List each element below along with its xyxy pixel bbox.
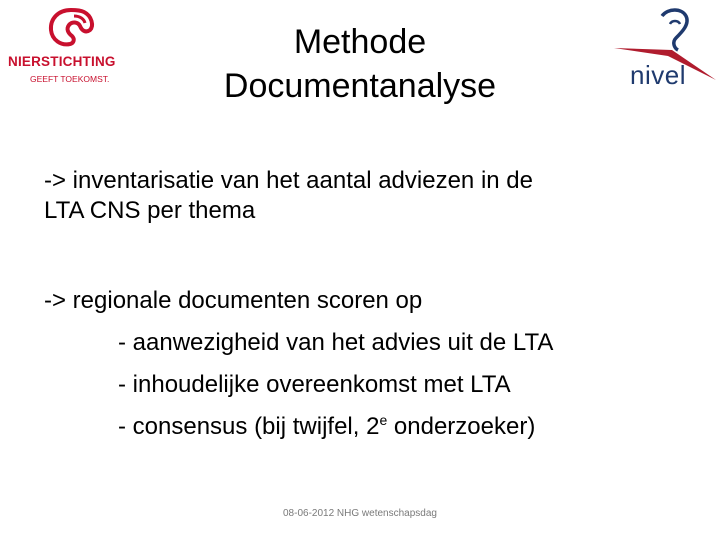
nivel-logo xyxy=(612,4,720,96)
slide-title xyxy=(180,20,540,108)
body-item-2: -> regionale documenten scoren op xyxy=(44,287,423,314)
body-item-1-line-1: -> inventarisatie van het aantal adviezen in de xyxy=(44,167,533,194)
slide-footer: 08-06-2012 NHG wetenschapsdag xyxy=(283,508,437,519)
sub-item-aanwezigheid: - aanwezigheid van het advies uit de LTA xyxy=(118,329,554,356)
title-line-1: Methode xyxy=(293,23,427,61)
kidney-logo-icon xyxy=(44,6,98,52)
nierstichting-logo xyxy=(4,6,134,86)
body-item-1-line-2: LTA CNS per thema xyxy=(44,197,256,224)
sub-item-overeenkomst: - inhoudelijke overeenkomst met LTA xyxy=(118,371,511,398)
consensus-text-start: - consensus (bij twijfel, 2 xyxy=(118,413,380,440)
body-item-1 xyxy=(44,166,533,226)
nierstichting-wordmark: NIERSTICHTING xyxy=(8,54,116,69)
sub-item-consensus xyxy=(118,412,535,442)
nierstichting-tagline: GEEFT TOEKOMST. xyxy=(30,74,110,84)
consensus-text-end: onderzoeker) xyxy=(387,413,536,440)
nivel-wordmark: nivel xyxy=(630,60,686,90)
superscript-e: e xyxy=(379,412,388,428)
title-line-2: Documentanalyse xyxy=(223,67,497,105)
